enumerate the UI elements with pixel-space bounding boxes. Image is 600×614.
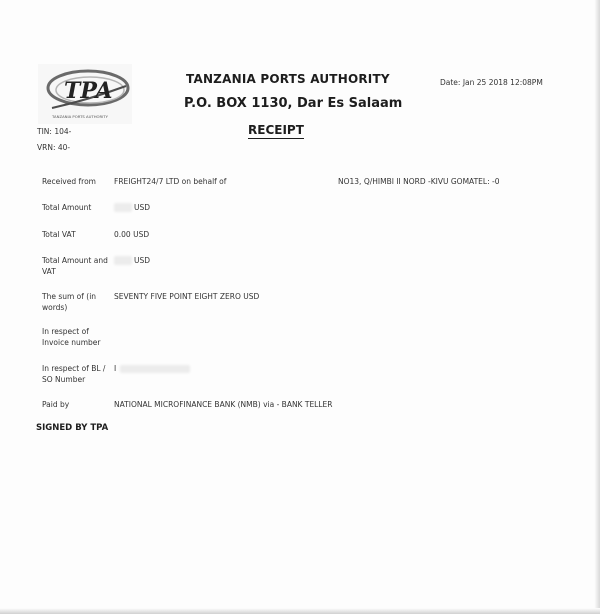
redacted-amount xyxy=(114,203,132,212)
total-amount-vat-label: Total Amount and VAT xyxy=(42,256,108,276)
signature-line: SIGNED BY TPA xyxy=(36,423,109,433)
logo-fullname: TANZANIA PORTS AUTHORITY xyxy=(52,114,108,119)
scan-edge-right xyxy=(594,0,600,614)
organization-name: TANZANIA PORTS AUTHORITY xyxy=(186,72,390,86)
sum-words-label: The sum of (in words) xyxy=(42,292,97,312)
total-amount-label: Total Amount xyxy=(42,203,92,212)
total-amount-value: USD xyxy=(134,203,151,212)
total-amount-vat-value: USD xyxy=(134,256,151,265)
paid-by-value: NATIONAL MICROFINANCE BANK (NMB) via - BANK TELLER xyxy=(114,400,333,409)
receipt-date: Date: Jan 25 2018 12:08PM xyxy=(440,78,543,87)
received-from-label: Received from xyxy=(42,177,96,186)
bl-value: I xyxy=(114,364,117,373)
received-from-value: FREIGHT24/7 LTD on behalf of xyxy=(114,177,227,186)
scan-edge-bottom xyxy=(0,608,600,614)
redacted-bl-number xyxy=(120,365,190,373)
sum-words-value: SEVENTY FIVE POINT EIGHT ZERO USD xyxy=(114,292,260,301)
tin-number: TIN: 104- xyxy=(37,127,72,136)
organization-address: P.O. BOX 1130, Dar Es Salaam xyxy=(184,96,403,111)
tpa-logo xyxy=(38,64,132,124)
paid-by-label: Paid by xyxy=(42,400,70,409)
logo-abbr: TPA xyxy=(64,78,113,104)
payer-address: NO13, Q/HIMBI II NORD -KIVU GOMATEL: -0 xyxy=(338,177,500,186)
tpa-logo-icon xyxy=(38,64,132,124)
bl-label: In respect of BL / SO Number xyxy=(42,364,106,384)
vrn-number: VRN: 40- xyxy=(37,143,71,152)
invoice-label: In respect of Invoice number xyxy=(42,327,101,347)
total-vat-value: 0.00 USD xyxy=(114,230,150,239)
redacted-amount-vat xyxy=(114,256,132,265)
total-vat-label: Total VAT xyxy=(42,230,76,239)
receipt-title: RECEIPT xyxy=(248,123,304,137)
